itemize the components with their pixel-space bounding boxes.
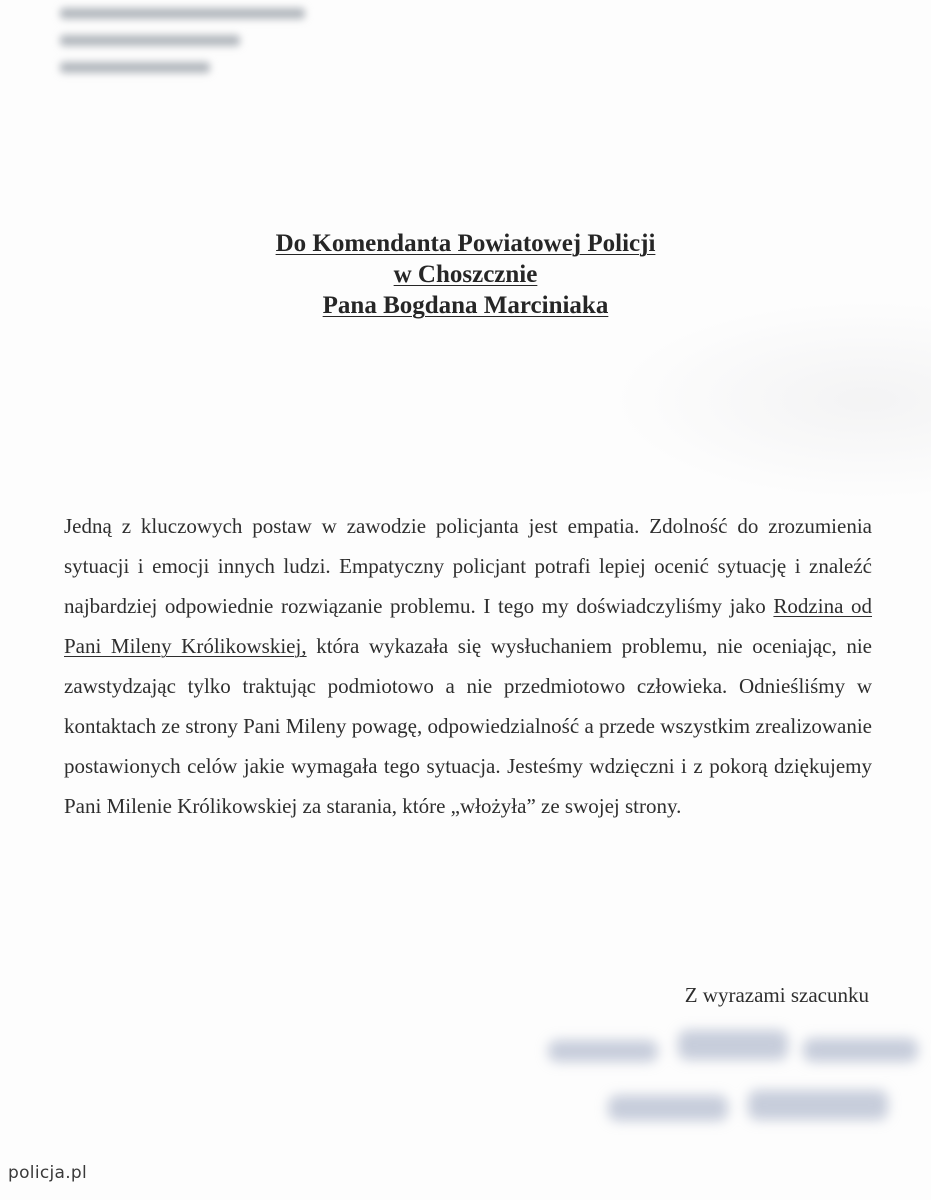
redacted-line	[60, 8, 305, 19]
addressee-block	[0, 228, 931, 321]
closing-salutation: Z wyrazami szacunku	[684, 983, 869, 1007]
redacted-sender-address	[60, 8, 320, 98]
addressee-line-2: w Choszcznie	[393, 261, 538, 288]
addressee-line-3: Pana Bogdana Marciniaka	[322, 292, 609, 319]
letter-body	[64, 506, 872, 826]
signature-stroke	[548, 1040, 658, 1062]
redacted-line	[60, 62, 210, 73]
paper-shadow	[611, 300, 931, 500]
signature-stroke	[608, 1095, 728, 1121]
addressee-line-1: Do Komendanta Powiatowej Policji	[275, 230, 656, 257]
body-underlined-name: Rodzina od Pani Mileny Królikowskiej,	[64, 594, 873, 658]
body-text-part-1: Jedną z kluczowych postaw w zawodzie policjanta jest empatia. Zdolność do zrozumienia sytuacji i emocji innych ludzi. Empatyczny policjant potrafi lepiej ocenić sytuację i znaleźć najbardziej odpowiednie rozwiązanie problemu. I tego my doświadczyliśmy jako	[64, 514, 872, 618]
signature-stroke	[803, 1038, 918, 1062]
signature-stroke	[678, 1030, 788, 1060]
watermark-text: policja.pl	[8, 1163, 88, 1183]
signature-stroke	[748, 1090, 888, 1120]
redacted-line	[60, 35, 240, 46]
body-text-part-2: która wykazała się wysłuchaniem problemu, nie oceniając, nie zawstydzając tylko traktując podmiotowo a nie przedmiotowo człowieka. Odnieśliśmy w kontaktach ze strony Pani Mileny powagę, odpowiedzialność a przede wszystkim zrealizowanie postawionych celów jakie wymagała tego sytuacja. Jesteśmy wdzięczni i z pokorą dziękujemy Pani Milenie Królikowskiej za starania, które „włożyła” ze swojej strony.	[64, 634, 872, 818]
redacted-signature	[548, 1020, 928, 1170]
